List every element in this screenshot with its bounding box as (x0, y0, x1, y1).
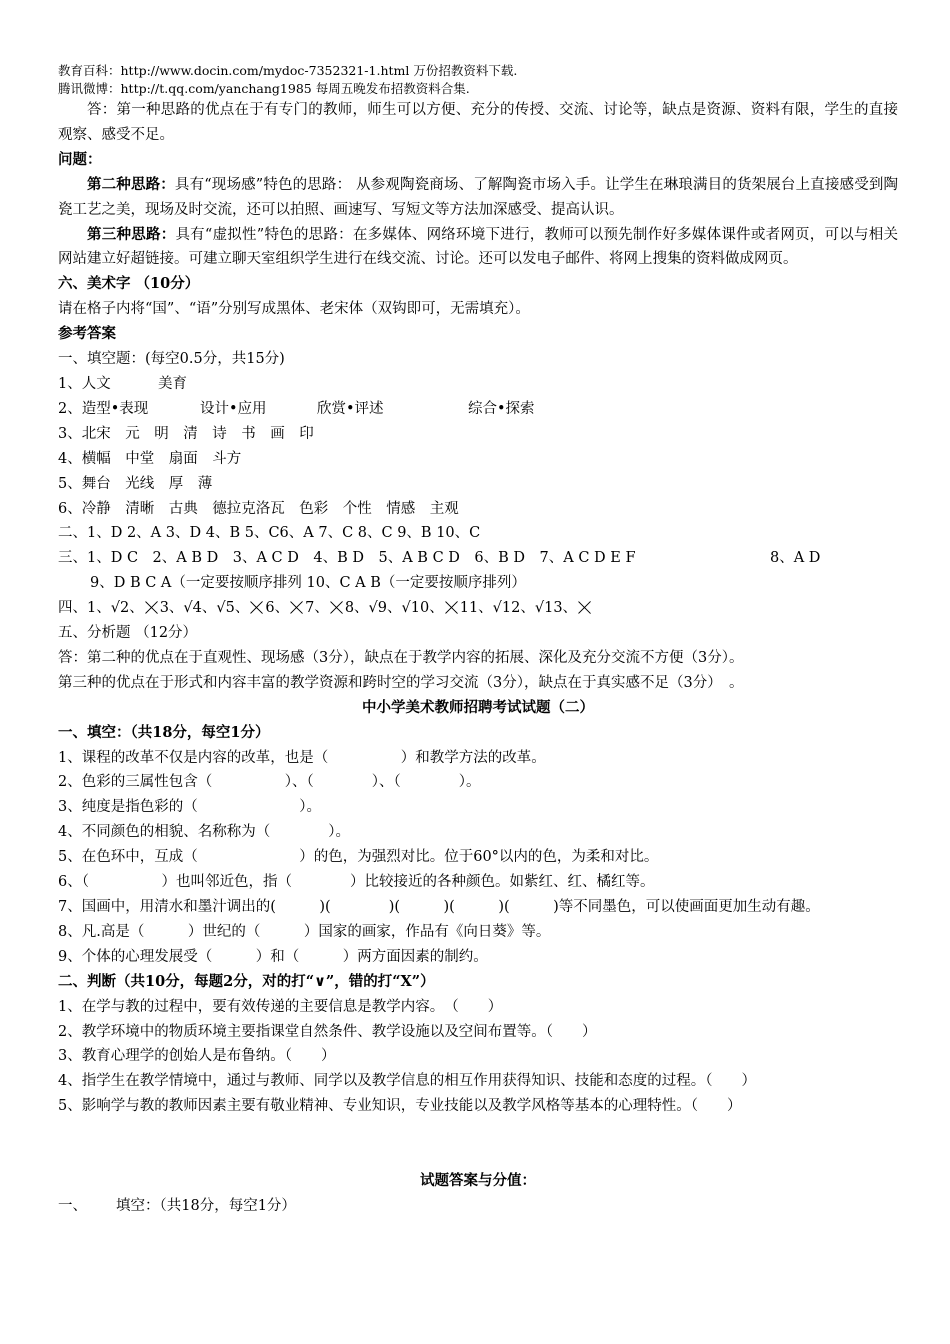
exam-2-judge-title: 二、判断（共10分，每题2分，对的打“∨”，错的打“X”） (58, 972, 435, 990)
answer-section-4: 四、1、√2、 3、√4、√5、 6、 7、 8、√9、√10、 11、√12、√13、 (58, 596, 898, 621)
exam-2-answers-fill: 一、 填空：（共18分，每空1分） (58, 1198, 296, 1215)
answer-section-2: 二、1、D 2、A 3、D 4、B 5、C6、A 7、C 8、C 9、B 10、C (58, 525, 481, 542)
exam-2-q2: 2、色彩的三属性包含（ ）、（ ）、（ ）。 (58, 774, 481, 791)
second-approach-label: 第二种思路： (87, 175, 175, 193)
answer-section-3: 三、1、D C 2、A B D 3、A C D 4、B D 5、A B C D 6、B D 7、A C D E F 8、A D (58, 550, 821, 567)
second-approach-text: 具有“现场感”特色的思路： 从参观陶瓷商场、了解陶瓷市场入手。让学生在琳琅满目的货架展台上直接感受到陶瓷工艺之美，现场及时交流，还可以拍照、画速写、写短文等方法加深感受、提高认识。 (58, 176, 898, 218)
answer-section-3-cont: 9、D B C A（一定要按顺序排列 10、C A B（一定要按顺序排列） (90, 575, 526, 592)
cross-mark-icon (145, 600, 159, 614)
fill-answers-title: 一、填空题：(每空0.5分，共15分) (58, 351, 285, 368)
answer-line-3: 3、北宋 元 明 清 诗 书 画 印 (58, 425, 314, 442)
exam-2-q1: 1、课程的改革不仅是内容的改革，也是（ ）和教学方法的改革。 (58, 749, 546, 766)
exam-2-j4: 4、指学生在教学情境中，通过与教师、同学以及教学信息的相互作用获得知识、技能和态度的过程。（ ） (58, 1073, 756, 1090)
exam-2-q5: 5、在色环中，互成（ ）的色，为强烈对比。位于60°以内的色，为柔和对比。 (58, 849, 659, 866)
answer-section-5-line-1: 答：第二种的优点在于直观性、现场感（3分），缺点在于教学内容的拓展、深化及充分交流不方便（3分）。 (58, 649, 744, 666)
header-line-1: 教育百科：http://www.docin.com/mydoc-7352321-1.html 万份招教资料下载. (58, 63, 518, 78)
cross-mark-icon (330, 600, 344, 614)
answer-line-6: 6、冷静 清晰 古典 德拉克洛瓦 色彩 个性 情感 主观 (58, 500, 459, 517)
exam-2-title: 中小学美术教师招聘考试试题（二） (362, 698, 594, 716)
answer-line-1: 1、人文 美育 (58, 375, 187, 392)
third-approach-paragraph (58, 223, 898, 273)
exam-2-answers-title: 试题答案与分值： (420, 1172, 536, 1190)
cross-mark-icon (578, 600, 592, 614)
document-page (58, 62, 898, 1219)
exam-2-q4: 4、不同颜色的相貌、名称称为（ ）。 (58, 824, 350, 841)
answer-line-4: 4、横幅 中堂 扇面 斗方 (58, 450, 242, 467)
exam-2-j3: 3、教育心理学的创始人是布鲁纳。（ ） (58, 1048, 336, 1065)
cross-mark-icon (250, 600, 264, 614)
cross-mark-icon (445, 600, 459, 614)
exam-2-q9: 9、个体的心理发展受（ ）和（ ）两方面因素的制约。 (58, 948, 488, 965)
third-approach-text: 具有“虚拟性”特色的思路：在多媒体、网络环境下进行，教师可以预先制作好多媒体课件或者网页，可以与相关网站建立好超链接。可建立聊天室组织学生进行在线交流、讨论。还可以发电子邮件、将网上搜集的资料做成网页。 (58, 226, 898, 268)
answer-line-2: 2、造型•表现 设计•应用 欣赏•评述 综合•探索 (58, 400, 535, 417)
answer-section-5-line-2: 第三种的优点在于形式和内容丰富的教学资源和跨时空的学习交流（3分），缺点在于真实感不足（3分） 。 (58, 674, 744, 691)
exam-2-q6: 6、（ ）也叫邻近色，指（ ）比较接近的各种颜色。如紫红、红、橘红等。 (58, 874, 655, 891)
reference-answers-title: 参考答案 (58, 325, 116, 343)
answer-section-5-title: 五、分析题 （12分） (58, 625, 198, 642)
exam-2-j1: 1、在学与教的过程中，要有效传递的主要信息是教学内容。 （ ） (58, 998, 503, 1015)
exam-2-fill-title: 一、填空：（共18分，每空1分） (58, 723, 270, 741)
exam-2-j2: 2、教学环境中的物质环境主要指课堂自然条件、教学设施以及空间布置等。（ ） (58, 1023, 597, 1040)
exam-2-q8: 8、凡.高是（ ）世纪的（ ）国家的画家，作品有《向日葵》等。 (58, 923, 551, 940)
cross-mark-icon (290, 600, 304, 614)
second-approach-paragraph (58, 173, 898, 223)
answer-paragraph: 答：第一种思路的优点在于有专门的教师，师生可以方便、充分的传授、交流、讨论等，缺点是资源、资料有限，学生的直接观察、感受不足。 (58, 102, 898, 143)
question-label: 问题： (58, 150, 102, 168)
header-line-2: 腾讯微博：http://t.qq.com/yanchang1985 每周五晚发布招教资料合集. (58, 81, 470, 96)
third-approach-label: 第三种思路： (87, 225, 176, 243)
exam-2-j5: 5、影响学与教的教师因素主要有敬业精神、专业知识，专业技能以及教学风格等基本的心理特性。（ ） (58, 1098, 742, 1115)
section-6-text: 请在格子内将“国”、“语”分别写成黑体、老宋体（双钩即可，无需填充）。 (58, 301, 530, 318)
exam-2-q3: 3、纯度是指色彩的（ ）。 (58, 799, 321, 816)
answer-line-5: 5、舞台 光线 厚 薄 (58, 475, 213, 492)
exam-2-q7: 7、国画中，用清水和墨汁调出的( )( )( )( )( )等不同墨色，可以使画面更加生动有趣。 (58, 899, 820, 915)
section-6-title: 六、美术字 （10分） (58, 275, 200, 293)
